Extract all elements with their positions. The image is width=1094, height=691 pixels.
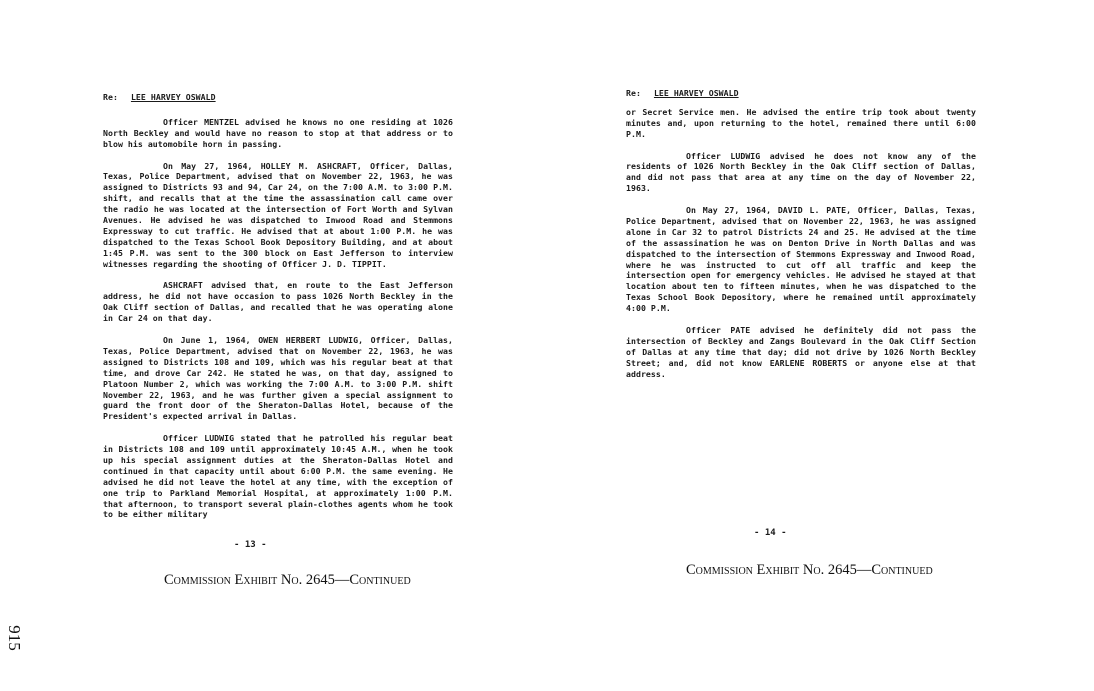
left-paragraph-3: ASHCRAFT advised that, en route to the East Jefferson address, he did not have occasion to pass 1026 North Beckley in the Oak Cliff section of Dallas, and recalled that he was operating alone in Car 24 on that day. (103, 280, 453, 324)
right-re-line (626, 88, 976, 99)
left-re-subject: LEE HARVEY OSWALD (130, 92, 216, 102)
left-paragraph-2: On May 27, 1964, HOLLEY M. ASHCRAFT, Officer, Dallas, Texas, Police Department, advised that on November 22, 1963, he was assigned to Districts 93 and 94, Car 24, on the 7:00 A.M. to 3:00 P.M. shift, and recalls that at the time the assassination call came over the radio he was located at the intersection of Fort Worth and Sylvan Avenues. He advised he was dispatched to Inwood Road and Stemmons Expressway to cut traffic. He advised that at about 1:00 P.M. he was dispatched to the Texas School Book Depository Building, and at about 1:45 P.M. was sent to the 300 block on East Jefferson to interview witnesses regarding the shooting of Officer J. D. TIPPIT. (103, 160, 453, 269)
left-paragraph-5: Officer LUDWIG stated that he patrolled his regular beat in Districts 108 and 109 until approximately 10:45 A.M., when he took up his special assignment duties at the Sheraton-Dallas Hotel and continued in that capacity until about 6:00 P.M. the same evening. He advised he did not leave the hotel at any time, with the exception of one trip to Parkland Memorial Hospital, at approximately 1:00 P.M. that afternoon, to transport several plain-clothes agents whom he took to be either military (103, 433, 453, 520)
left-page-number: - 13 - (234, 540, 267, 550)
right-paragraph-1: Officer LUDWIG advised he does not know any of the residents of 1026 North Beckley in the Oak Cliff section of Dallas, and did not pass that area at any time on the day of November 22, 1963. (626, 150, 976, 194)
right-page-number: - 14 - (754, 528, 787, 538)
right-exhibit-caption: Commission Exhibit No. 2645—Continued (686, 562, 933, 578)
volume-page-number: 915 (4, 625, 24, 651)
left-exhibit-caption: Commission Exhibit No. 2645—Continued (164, 572, 411, 588)
left-re-label: Re: (103, 92, 118, 102)
left-page (103, 92, 453, 531)
right-paragraph-3: Officer PATE advised he definitely did not pass the intersection of Beckley and Zangs Boulevard in the Oak Cliff Section of Dallas at any time that day; did not drive by 1026 North Beckley Street; and, did not know EARLENE ROBERTS or anyone else at that address. (626, 324, 976, 379)
right-page (626, 88, 976, 390)
left-paragraph-4: On June 1, 1964, OWEN HERBERT LUDWIG, Officer, Dallas, Texas, Police Department, advised that on November 22, 1963, he was assigned to Districts 108 and 109, which was his regular beat at that time, and drove Car 242. He stated he was, on that day, assigned to Platoon Number 2, which was working the 7:00 A.M. to 3:00 P.M. shift November 22, 1963, and he was further given a special assignment to guard the front door of the Sheraton-Dallas Hotel, because of the President's expected arrival in Dallas. (103, 334, 453, 422)
left-re-line (103, 92, 453, 103)
right-re-subject: LEE HARVEY OSWALD (653, 88, 739, 98)
right-paragraph-2: On May 27, 1964, DAVID L. PATE, Officer, Dallas, Texas, Police Department, advised that on November 22, 1963, he was assigned alone in Car 32 to patrol Districts 24 and 25. He advised at the time of the assassination he was on Denton Drive in North Dallas and was dispatched to the intersection of Stemmons Expressway and Inwood Road, where he was instructed to cut off all traffic and keep the intersection open for emergency vehicles. He advised he stayed at that location about ten to fifteen minutes, when he was dispatched to the Texas School Book Depository, where he remained until approximately 4:00 P.M. (626, 205, 976, 314)
right-continuation: or Secret Service men. He advised the entire trip took about twenty minutes and, upon returning to the hotel, remained there until 6:00 P.M. (626, 106, 976, 139)
left-paragraph-1: Officer MENTZEL advised he knows no one residing at 1026 North Beckley and would have no reason to stop at that address or to blow his automobile horn in passing. (103, 116, 453, 149)
right-re-label: Re: (626, 88, 641, 98)
